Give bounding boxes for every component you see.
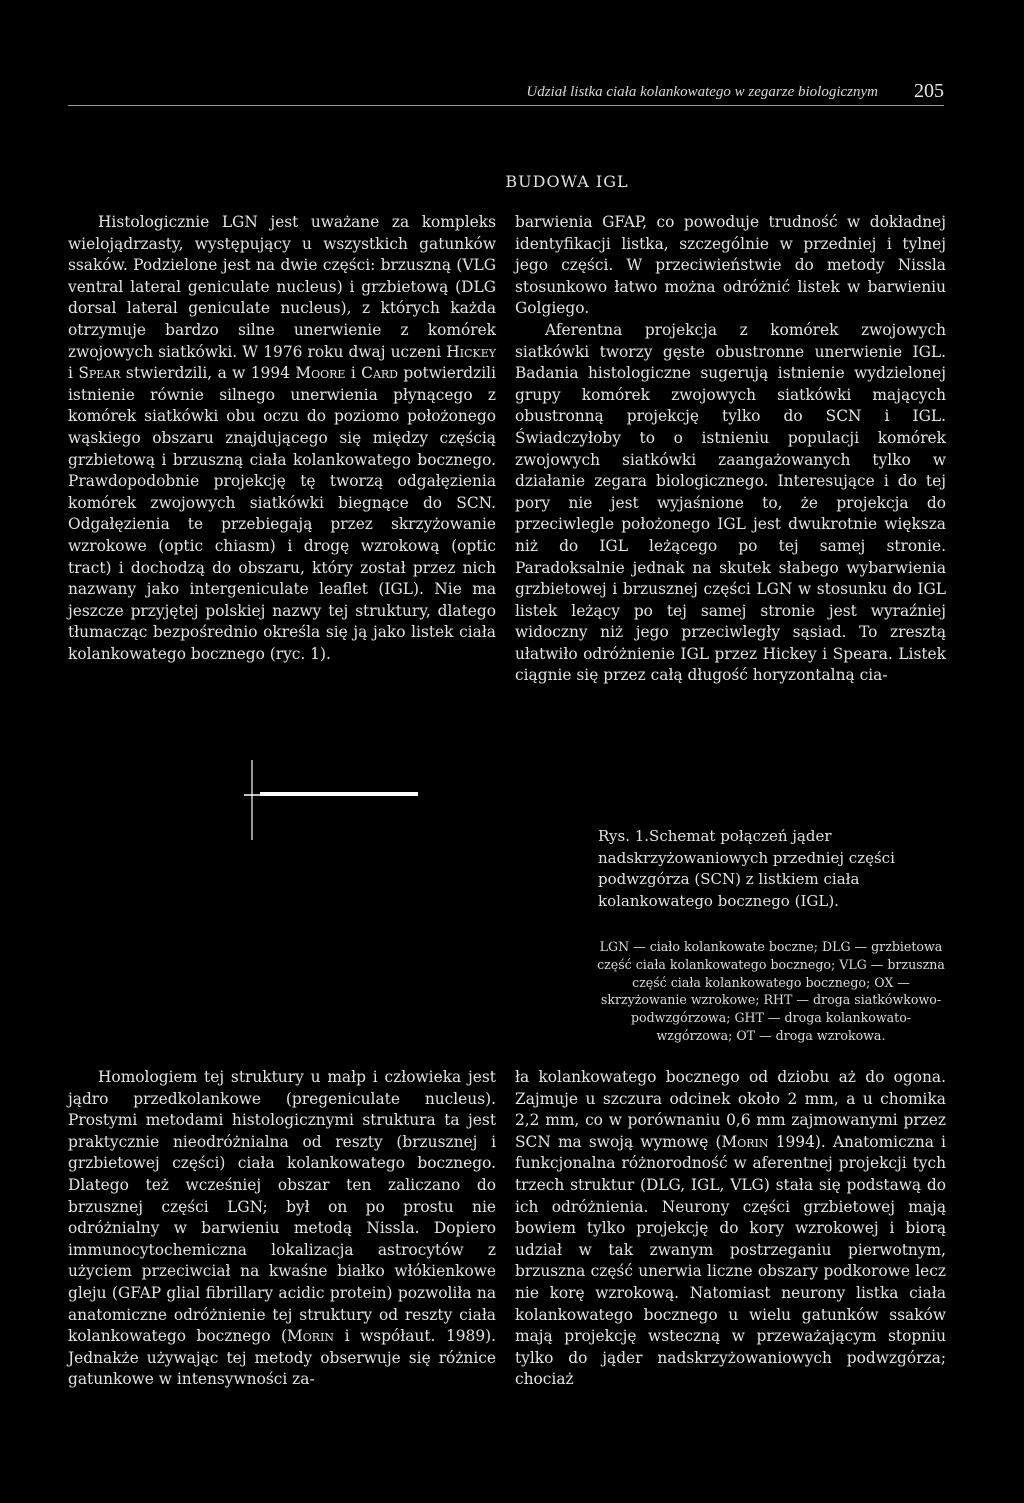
- text-run: i: [345, 364, 362, 383]
- text-run: potwierdzili istnienie równie silnego unerwienia płynącego z komórek siatkówki obu oczu do poziomo położonego wąskiego obszaru znajdującego się między częścią grzbietową i brzuszną ciała kolankowatego bocznego. Prawdopodobnie projekcję tę tworzą odgałęzienia komórek zwojowych siatkówki biegnące do SCN. Odgałęzienia te przebiegają przez skrzyżowanie wzrokowe (optic chiasm) i drogę wzrokową (optic tract) i dochodzą do obszaru, który został przez nich nazwany jako intergeniculate leaflet (IGL). Nie ma jeszcze przyjętej polskiej nazwy tej struktury, dlatego tłumacząc bezpośrednio określa się ją jako listek ciała kolankowatego bocznego (ryc. 1).: [68, 364, 496, 663]
- right-column-bottom: [515, 1067, 946, 1391]
- paragraph: [515, 1067, 946, 1391]
- text-run: i współaut. 1989). Jednakże używając tej metody obserwuje się różnice gatunkowe w intensywności za-: [68, 1327, 497, 1389]
- text-run: Histologicznie LGN jest uważane za kompleks wielojądrzasty, występujący u wszystkich gatunków ssaków. Podzielone jest na dwie części: brzuszną (VLG ventral lateral geniculate nucleus) i grzbietową (DLG dorsal lateral geniculate nucleus), z których każda otrzymuje bardzo silne unerwienie z komórek zwojowych siatkówki. W 1976 roku dwaj uczeni: [68, 213, 496, 361]
- left-column-top: [68, 212, 496, 665]
- author-name: Morin: [721, 1132, 769, 1151]
- author-name: Morin: [287, 1327, 335, 1346]
- author-name: Hickey: [446, 342, 496, 361]
- author-name: Moore: [295, 364, 346, 383]
- figure-bar: [260, 792, 418, 796]
- paragraph: barwienia GFAP, co powoduje trudność w dokładnej identyfikacji listka, szczególnie w przedniej i tylnej jego części. W przeciwieństwie do metody Nissla stosunkowo łatwo można odróżnić listek w barwieniu Golgiego.: [515, 213, 946, 318]
- paragraph: [68, 1067, 496, 1391]
- running-title: Udział listka ciała kolankowatego w zegarze biologicznym: [526, 84, 878, 100]
- paragraph: [68, 212, 496, 665]
- figure-legend: LGN — ciało kolankowate boczne; DLG — grzbietowa część ciała kolankowatego bocznego; VLG — brzuszna część ciała kolankowatego bocznego; OX — skrzyżowanie wzrokowe; RHT — droga siatkówkowo-podwzgórzowa; GHT — droga kolankowato-wzgórzowa; OT — droga wzrokowa.: [597, 939, 945, 1043]
- right-column-top: [515, 212, 946, 687]
- figure-caption: Rys. 1.Schemat połączeń jąder nadskrzyżowaniowych przedniej części podwzgórza (SCN) z listkiem ciała kolankowatego bocznego (IGL).: [598, 827, 895, 910]
- page-number: 205: [914, 80, 944, 102]
- author-name: Card: [361, 364, 398, 383]
- left-column-bottom: [68, 1067, 496, 1391]
- author-name: Spear: [78, 364, 121, 383]
- text-run: ła kolankowatego bocznego od dziobu aż do ogona. Zajmuje u szczura odcinek około 2 mm, a u chomika 2,2 mm, co w porównaniu 0,6 mm zajmowanymi przez SCN ma swoją wymowę (: [515, 1068, 946, 1151]
- text-run: stwierdzili, a w 1994: [120, 364, 296, 383]
- text-run: i: [68, 364, 79, 383]
- page-header: [68, 80, 944, 106]
- paragraph: Aferentna projekcja z komórek zwojowych siatkówki tworzy gęste obustronne unerwienie IGL. Badania histologiczne sugerują istnienie wydzielonej grupy komórek zwojowych siatkówki mających obustronną projekcję tylko do SCN i IGL. Świadczyłoby to o istnieniu populacji komórek zwojowych siatkówki zaangażowanych tylko w działanie zegara biologicznego. Interesujące i do tej pory nie jest wyjaśnione to, że projekcja do przeciwlegle położonego IGL jest dwukrotnie większa niż do IGL leżącego po tej samej stronie. Paradoksalnie jednak na skutek słabego wybarwienia grzbietowej i brzusznej części LGN w stosunku do IGL listek leżący po tej samej stronie jest wyraźniej widoczny niż jego przeciwległy sąsiad. To zresztą ułatwiło odróżnienie IGL przez Hickey i Speara. Listek ciągnie się przez całą długość horyzontalną cia-: [515, 320, 946, 685]
- text-run: 1994). Anatomiczna i funkcjonalna różnorodność w aferentnej projekcji tych trzech struktur (DLG, IGL, VLG) stała się podstawą do ich odróżnienia. Neurony części grzbietowej mają bowiem tylko projekcję do kory wzrokowej i biorą udział w tak zwanym postrzeganiu pierwotnym, brzuszna część unerwia liczne obszary podkorowe lecz nie korę wzrokową. Natomiast neurony listka ciała kolankowatego bocznego u wielu gatunków ssaków mają projekcję wsteczną w przeważającym stopniu tylko do jąder nadskrzyżowaniowych podwzgórza; chociaż: [515, 1132, 946, 1389]
- figure-1-svg: [240, 760, 440, 860]
- section-heading: BUDOWA IGL: [505, 172, 629, 191]
- figure-1-diagram: [240, 760, 440, 860]
- text-run: Homologiem tej struktury u małp i człowieka jest jądro przedkolankowe (pregeniculate nucleus). Prostymi metodami histologicznymi struktura ta jest praktycznie nieodróżnialna od reszty (brzusznej i grzbietowej części) ciała kolankowatego bocznego. Dlatego też wcześniej obszar ten zaliczano do brzusznej części LGN; był on po prostu nie odróżnialny w barwieniu metodą Nissla. Dopiero immunocytochemiczna lokalizacja astrocytów z użyciem przeciwciał na kwaśne białko włókienkowe gleju (GFAP glial fibrillary acidic protein) pozwoliła na anatomiczne odróżnienie tej struktury od reszty ciała kolankowatego bocznego (: [68, 1068, 496, 1346]
- header-rule: [68, 105, 944, 106]
